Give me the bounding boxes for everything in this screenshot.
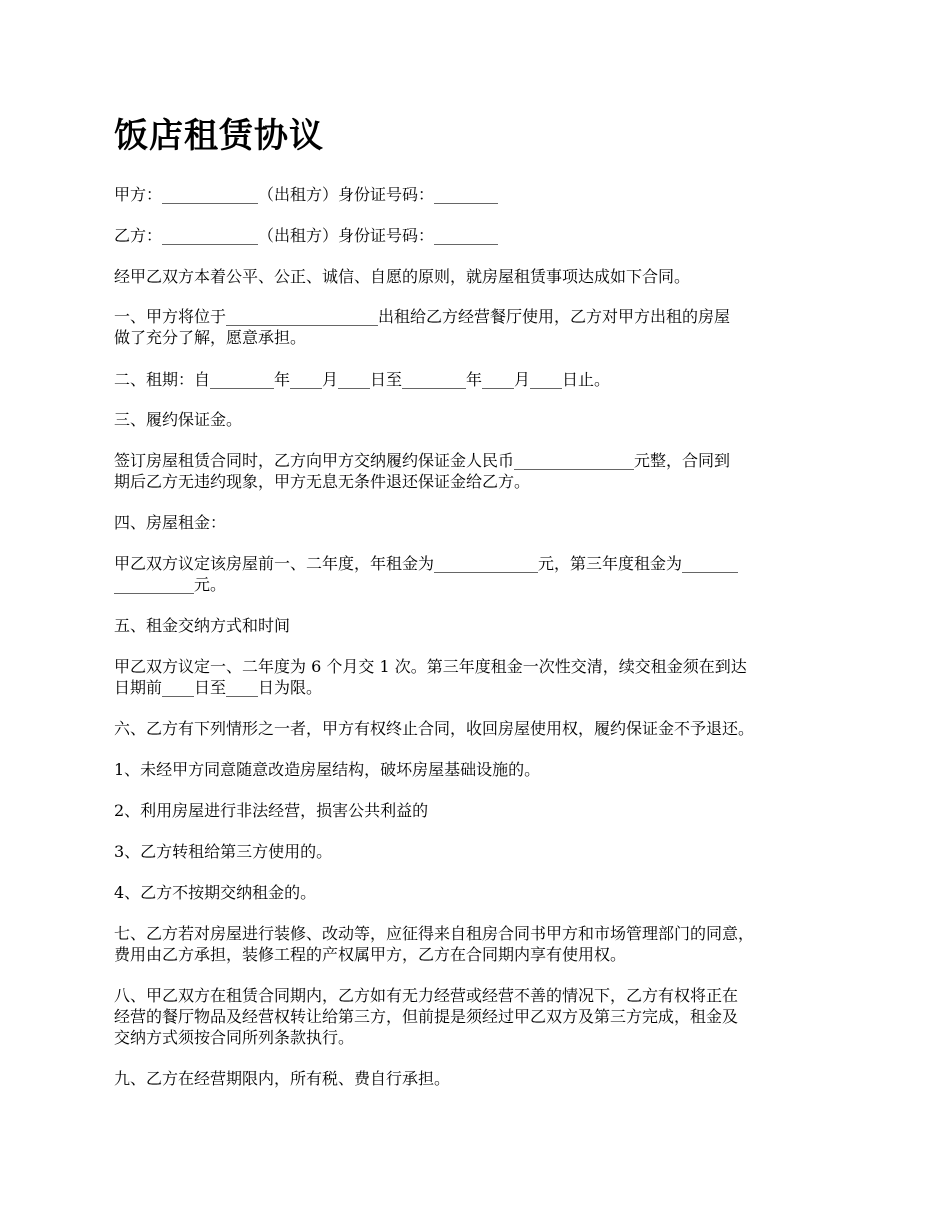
clause-4-line-2: __________元。	[114, 575, 227, 594]
clause-6-item-1: 1、未经甲方同意随意改造房屋结构，破坏房屋基础设施的。	[114, 760, 541, 779]
clause-5-line-1: 甲乙双方议定一、二年度为 6 个月交 1 次。第三年度租金一次性交清，续交租金须在到达	[114, 657, 747, 676]
document-title: 饭店租赁协议	[114, 116, 324, 156]
intro-paragraph: 经甲乙双方本着公平、公正、诚信、自愿的原则，就房屋租赁事项达成如下合同。	[114, 267, 691, 286]
clause-2: 二、租期：自________年____月____日至________年____月____日止。	[114, 370, 611, 389]
clause-6-item-2: 2、利用房屋进行非法经营，损害公共利益的	[114, 801, 429, 820]
clause-3-heading: 三、履约保证金。	[114, 410, 243, 429]
clause-1-line-1: 一、甲方将位于___________________出租给乙方经营餐厅使用，乙方对甲方出租的房屋	[114, 307, 731, 326]
clause-5-heading: 五、租金交纳方式和时间	[114, 616, 291, 635]
clause-7-line-1: 七、乙方若对房屋进行装修、改动等，应征得来自租房合同书甲方和市场管理部门的同意，	[114, 924, 755, 943]
clause-6-heading: 六、乙方有下列情形之一者，甲方有权终止合同，收回房屋使用权，履约保证金不予退还。	[114, 719, 755, 738]
party-b-line: 乙方：____________（出租方）身份证号码：________	[114, 226, 499, 245]
clause-4-line-1: 甲乙双方议定该房屋前一、二年度，年租金为_____________元，第三年度租金为_______	[114, 554, 739, 573]
clause-3-line-2: 期后乙方无违约现象，甲方无息无条件退还保证金给乙方。	[114, 472, 531, 491]
clause-9: 九、乙方在经营期限内，所有税、费自行承担。	[114, 1069, 451, 1088]
clause-4-heading: 四、房屋租金：	[114, 513, 227, 532]
clause-5-line-2: 日期前____日至____日为限。	[114, 678, 323, 697]
clause-8-line-3: 交纳方式须按合同所列条款执行。	[114, 1028, 355, 1047]
clause-7-line-2: 费用由乙方承担，装修工程的产权属甲方，乙方在合同期内享有使用权。	[114, 945, 627, 964]
party-a-line: 甲方：____________（出租方）身份证号码：________	[114, 185, 499, 204]
clause-6-item-3: 3、乙方转租给第三方使用的。	[114, 842, 333, 861]
clause-1-line-2: 做了充分了解，愿意承担。	[114, 328, 307, 347]
clause-8-line-1: 八、甲乙双方在租赁合同期内，乙方如有无力经营或经营不善的情况下，乙方有权将正在	[114, 986, 739, 1005]
clause-8-line-2: 经营的餐厅物品及经营权转让给第三方，但前提是须经过甲乙双方及第三方完成，租金及	[114, 1007, 739, 1026]
clause-3-line-1: 签订房屋租赁合同时，乙方向甲方交纳履约保证金人民币_______________元整，合同到	[114, 451, 731, 470]
clause-6-item-4: 4、乙方不按期交纳租金的。	[114, 883, 317, 902]
